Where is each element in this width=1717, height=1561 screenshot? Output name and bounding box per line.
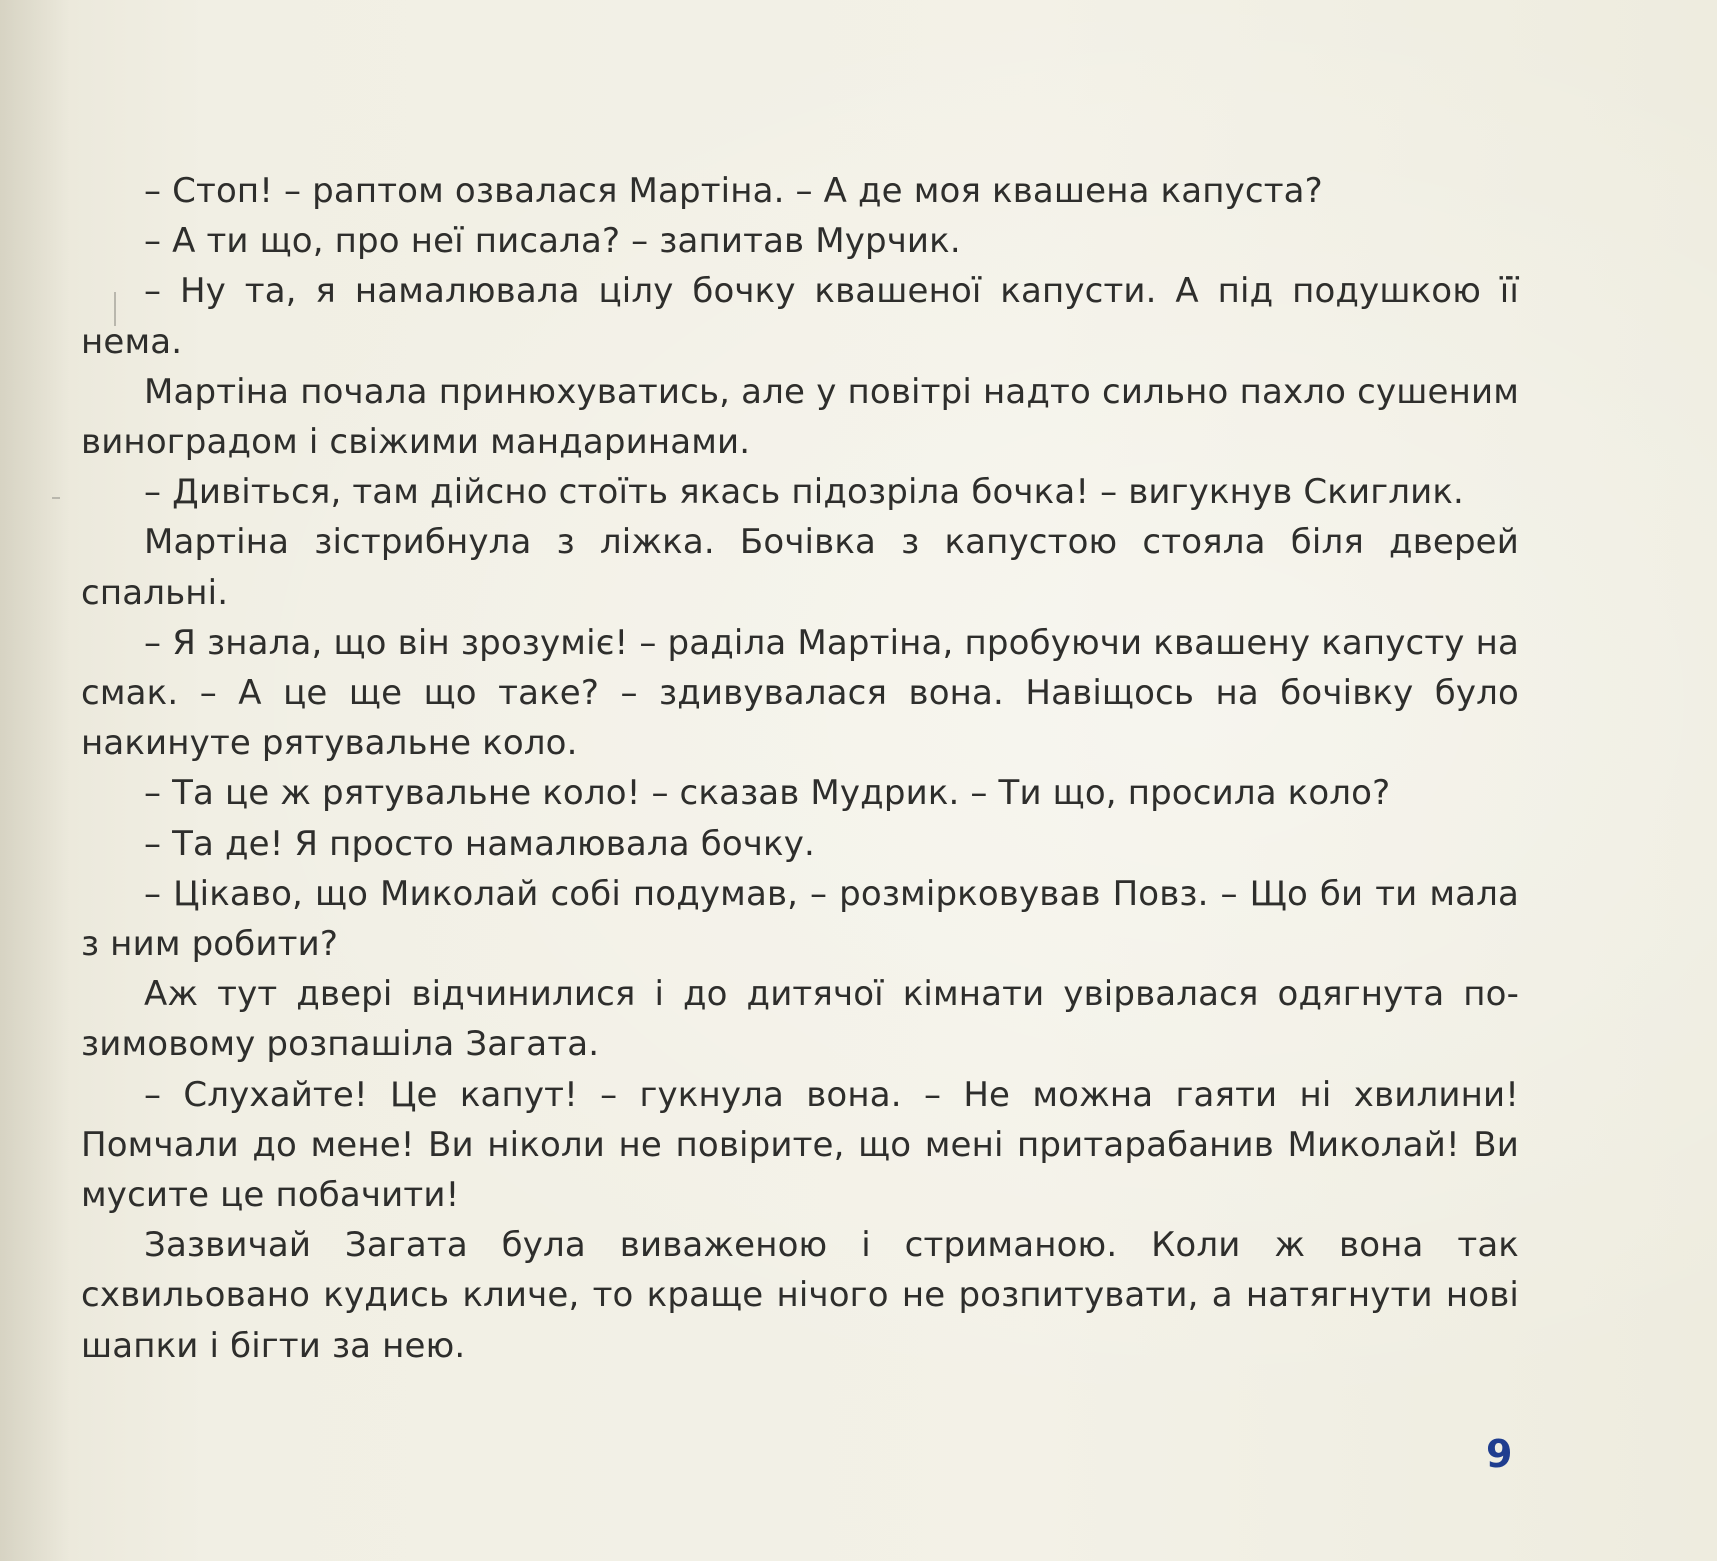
paragraph: – Ну та, я намалювала цілу бочку квашеної капусти. А під подушкою її нема. (81, 271, 1519, 362)
paragraph: – Стоп! – раптом озвалася Мартіна. – А де моя квашена капуста? (144, 171, 1323, 211)
paragraph: Аж тут двері відчинилися і до дитячої кімнати увірвалася одягнута по-зимовому розпашіла Загата. (81, 974, 1519, 1065)
paragraph: – Цікаво, що Миколай собі подумав, – розмірковував Повз. – Що би ти мала з ним робити? (81, 873, 1519, 965)
paper-speck (52, 497, 60, 499)
paragraph: – Дивіться, там дійсно стоїть якась підозріла бочка! – вигукнув Скиглик. (144, 472, 1464, 513)
spine-shadow (0, 0, 70, 1561)
paragraph: – Я знала, що він зрозуміє! – раділа Мартіна, пробуючи квашену капусту на смак. – А це ще що таке? – здивувалася вона. Навіщось на бочівку було накинуте рятувальне коло. (81, 622, 1519, 764)
page-number: 9 (1486, 1432, 1513, 1476)
story-text (81, 166, 1519, 1371)
paragraph: – Слухайте! Це капут! – гукнула вона. – Не можна гаяти ні хвилини! Помчали до мене! Ви ніколи не повірите, що мені притарабанив Миколай! Ви мусите це побачити! (81, 1074, 1519, 1216)
paragraph: Зазвичай Загата була виваженою і стриманою. Коли ж вона так схвильовано кудись кличе, то краще нічого не розпитувати, а натягнути нові шапки і бігти за нею. (81, 1225, 1519, 1366)
paragraph: – А ти що, про неї писала? – запитав Мурчик. (144, 221, 961, 262)
paragraph: – Та де! Я просто намалювала бочку. (144, 823, 815, 864)
paragraph: Мартіна почала принюхуватись, але у повітрі надто сильно пахло сушеним виноградом і свіжими мандаринами. (81, 371, 1519, 463)
paragraph: Мартіна зістрибнула з ліжка. Бочівка з капустою стояла біля дверей спальні. (81, 522, 1519, 613)
paragraph: – Та це ж рятувальне коло! – сказав Мудрик. – Ти що, просила коло? (144, 773, 1391, 814)
